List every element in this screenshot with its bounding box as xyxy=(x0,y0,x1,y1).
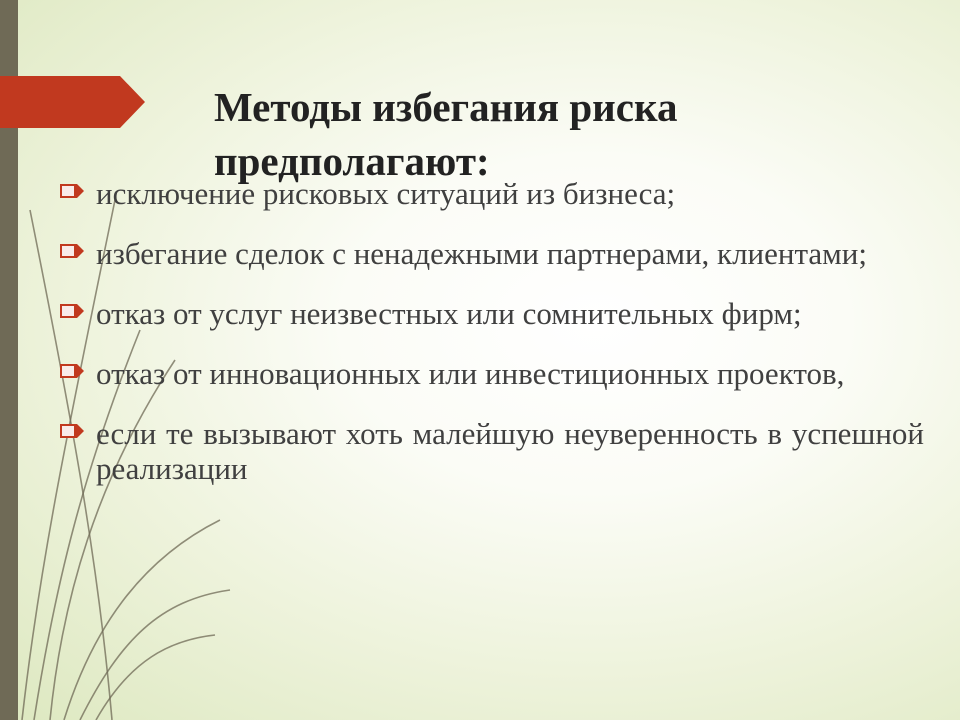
bullet-list xyxy=(60,176,924,511)
arrow-bullet-icon xyxy=(60,424,84,438)
bullet-text-4: отказ от инновационных или инвестиционных проектов, xyxy=(96,356,845,391)
bullet-text-3: отказ от услуг неизвестных или сомнительных фирм; xyxy=(96,296,802,331)
bullet-text-5: если те вызывают хоть малейшую неуверенность в успешной реализации xyxy=(96,416,924,486)
arrow-bullet-icon xyxy=(60,244,84,258)
arrow-bullet-icon xyxy=(60,304,84,318)
bullet-item-5 xyxy=(60,416,924,486)
arrow-bullet-icon xyxy=(60,364,84,378)
bullet-text-1: исключение рисковых ситуаций из бизнеса; xyxy=(96,176,676,211)
bullet-text-2: избегание сделок с ненадежными партнерами, клиентами; xyxy=(96,236,868,271)
arrow-bullet-icon xyxy=(60,184,84,198)
title-banner-arrow xyxy=(0,76,145,128)
bullet-item-1 xyxy=(60,176,924,211)
slide-title: Методы избегания риска предполагают: xyxy=(214,84,678,184)
bullet-item-2 xyxy=(60,236,924,271)
bullet-item-3 xyxy=(60,296,924,331)
bullet-item-4 xyxy=(60,356,924,391)
